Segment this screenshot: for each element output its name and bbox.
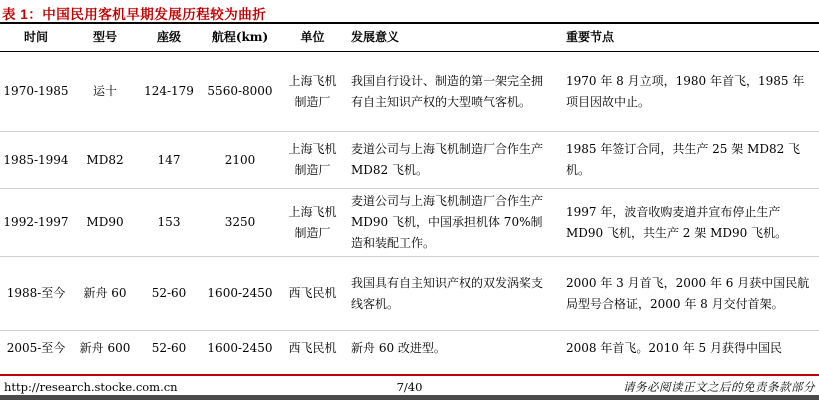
cell-unit: 上海飞机制造厂: [288, 142, 337, 177]
col-header-range: 航程(km): [211, 30, 269, 44]
cell-range: 3250: [224, 215, 256, 229]
cell-time: 2005-至今: [6, 341, 66, 355]
col-header-time: 时间: [23, 30, 48, 44]
cell-milestones: 2000 年 3 月首飞，2000 年 6 月获中国民航局型号合格证，2000 年 8 月交付首架。: [566, 275, 810, 311]
cell-significance: 麦道公司与上海飞机制造厂合作生产 MD82 飞机。: [351, 142, 544, 177]
cell-model: 新舟 600: [79, 341, 131, 355]
cell-milestones: 1985 年签订合同，共生产 25 架 MD82 飞机。: [566, 142, 801, 177]
aircraft-history-table: [0, 22, 819, 366]
cell-model: 运十: [92, 84, 117, 98]
cell-milestones: 1997 年，波音收购麦道并宣布停止生产 MD90 飞机，共生产 2 架 MD90 飞机。: [566, 204, 788, 240]
cell-range: 1600-2450: [207, 286, 273, 300]
page-footer: [0, 374, 819, 395]
page-number: 7/40: [396, 379, 423, 394]
disclaimer-text: 请务必阅读正文之后的免责条款部分: [623, 379, 815, 394]
table-title: 表 1：中国民用客机早期发展历程较为曲折: [2, 7, 267, 22]
cell-seats: 147: [157, 152, 181, 167]
col-header-milestones: 重要节点: [566, 30, 615, 44]
cell-range: 2100: [224, 152, 256, 167]
cell-significance: 新舟 60 改进型。: [351, 341, 446, 355]
cell-unit: 上海飞机制造厂: [288, 204, 337, 240]
col-header-unit: 单位: [300, 30, 325, 44]
col-header-model: 型号: [92, 30, 117, 44]
cell-seats: 52-60: [151, 341, 187, 355]
cell-significance: 我国自行设计、制造的第一架完全拥有自主知识产权的大型喷气客机。: [351, 73, 544, 109]
table-row: [0, 189, 819, 257]
table-row: [0, 257, 819, 331]
cell-time: 1985-1994: [3, 152, 69, 167]
table-row: [0, 132, 819, 189]
cell-unit: 西飞民机: [288, 286, 337, 300]
cell-model: 新舟 60: [83, 286, 127, 300]
table-row: [0, 331, 819, 366]
cell-time: 1992-1997: [3, 215, 69, 229]
table-body: [0, 52, 819, 366]
cell-unit: 西飞民机: [288, 341, 337, 355]
cell-milestones: 1970 年 8 月立项，1980 年首飞，1985 年项目因故中止。: [566, 73, 805, 109]
cell-significance: 麦道公司与上海飞机制造厂合作生产 MD90 飞机，中国承担机体 70%制造和装配工作。: [351, 194, 544, 250]
cell-unit: 上海飞机制造厂: [288, 73, 337, 109]
cell-time: 1988-至今: [6, 286, 66, 300]
research-url-link[interactable]: http://research.stocke.com.cn: [4, 379, 178, 394]
cell-seats: 52-60: [151, 286, 187, 300]
col-header-seats: 座级: [156, 30, 181, 44]
cell-milestones: 2008 年首飞。2010 年 5 月获得中国民: [566, 341, 782, 355]
cell-seats: 153: [157, 215, 181, 229]
table-header-row: [0, 24, 819, 52]
col-header-significance: 发展意义: [351, 30, 400, 44]
cell-time: 1970-1985: [3, 84, 69, 98]
cell-range: 1600-2450: [207, 341, 273, 355]
cell-range: 5560-8000: [207, 84, 273, 98]
window-bottom-edge: [0, 395, 819, 400]
cell-seats: 124-179: [144, 84, 194, 98]
table-row: [0, 52, 819, 132]
cell-model: MD82: [86, 152, 124, 167]
cell-model: MD90: [86, 215, 124, 229]
cell-significance: 我国具有自主知识产权的双发涡桨支线客机。: [351, 275, 544, 311]
